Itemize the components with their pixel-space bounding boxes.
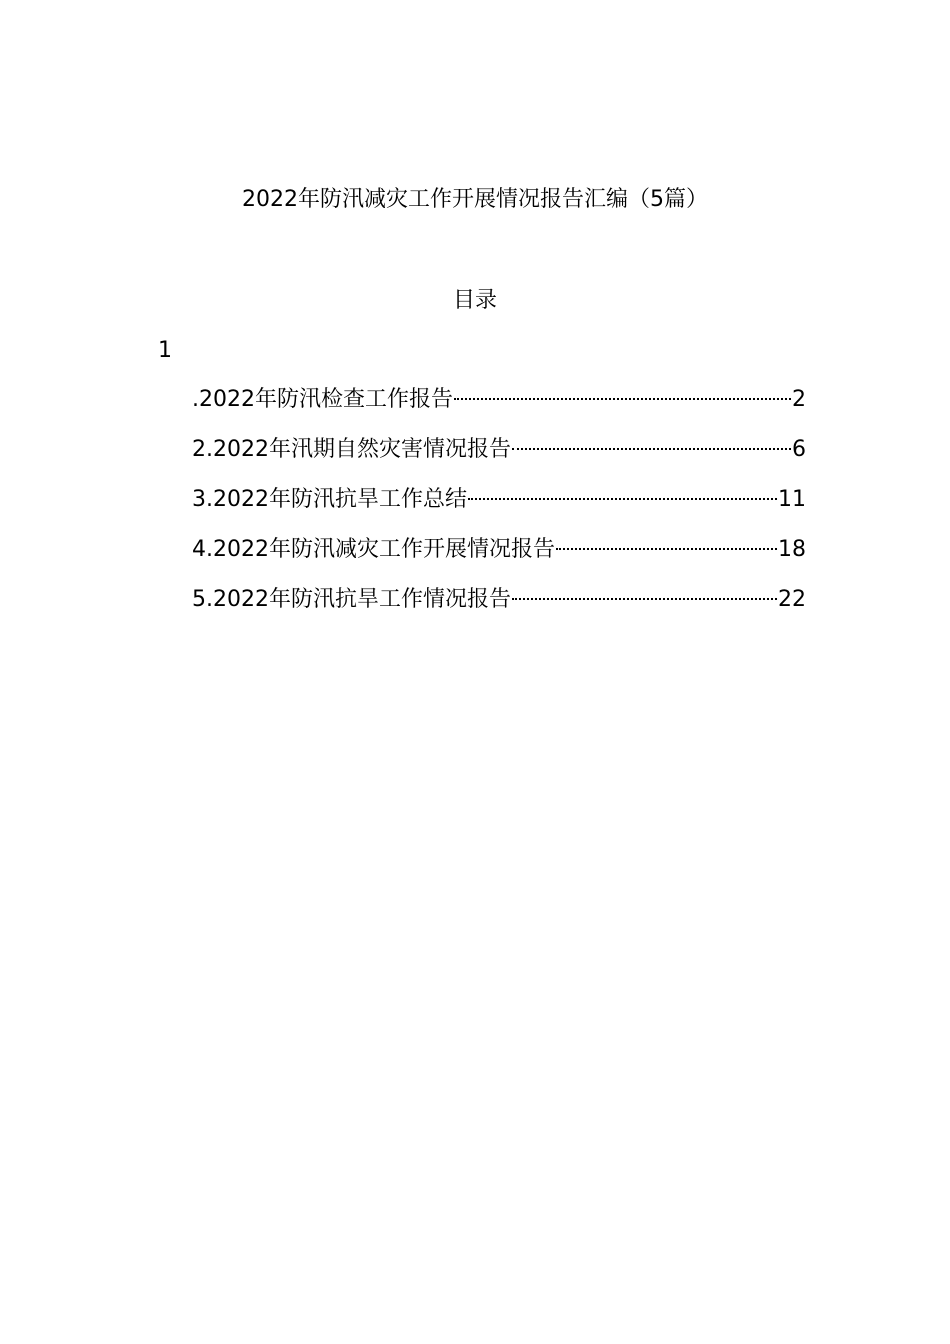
toc-entry-4[interactable]: [192, 532, 806, 582]
table-of-contents: [192, 382, 806, 632]
toc-page-number: 6: [792, 437, 806, 462]
toc-page-number: 18: [778, 537, 806, 562]
toc-entry-5[interactable]: [192, 582, 806, 632]
toc-entry-title: 3.2022年防汛抗旱工作总结: [192, 487, 467, 512]
toc-heading: 目录: [452, 288, 497, 313]
toc-entry-title: 2.2022年汛期自然灾害情况报告: [192, 437, 511, 462]
toc-entry-title: 4.2022年防汛减灾工作开展情况报告: [192, 537, 555, 562]
toc-entry-1[interactable]: [192, 382, 806, 432]
toc-page-number: 11: [778, 487, 806, 512]
dot-leader: [468, 496, 777, 500]
document-title: 2022年防汛减灾工作开展情况报告汇编（5篇）: [242, 187, 708, 212]
dot-leader: [454, 396, 791, 400]
toc-entry-title: .2022年防汛检查工作报告: [192, 387, 453, 412]
dot-leader: [556, 546, 777, 550]
toc-entry-3[interactable]: [192, 482, 806, 532]
toc-page-number: 22: [778, 587, 806, 612]
dot-leader: [512, 596, 777, 600]
toc-entry-2[interactable]: [192, 432, 806, 482]
list-number: 1: [158, 338, 172, 363]
toc-entry-title: 5.2022年防汛抗旱工作情况报告: [192, 587, 511, 612]
dot-leader: [512, 446, 791, 450]
toc-page-number: 2: [792, 387, 806, 412]
